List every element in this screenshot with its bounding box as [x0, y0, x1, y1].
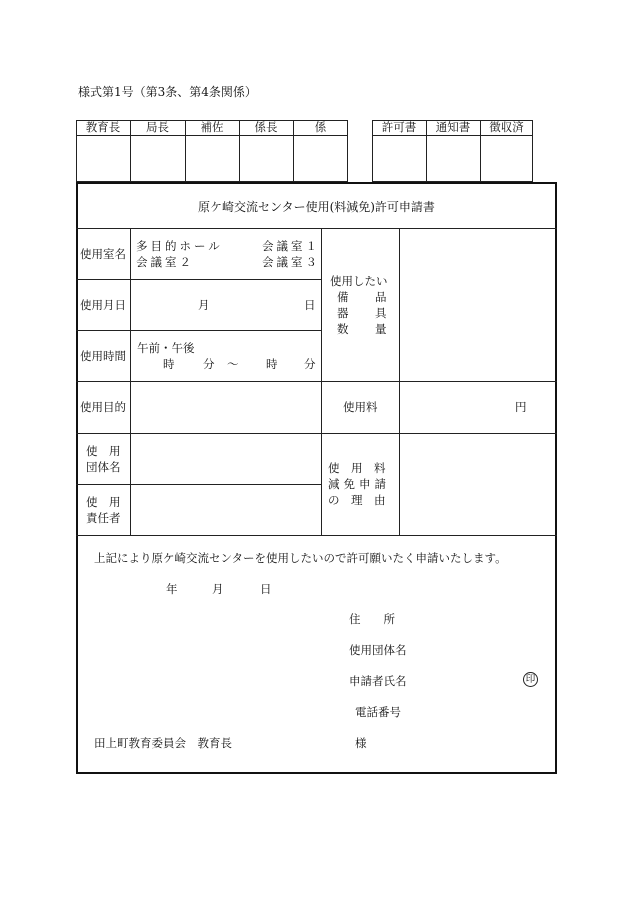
recipient: 田上町教育委員会 教育長 — [94, 736, 232, 750]
date-day: 日 — [304, 298, 316, 312]
approval-label-collected: 徴収済 — [489, 120, 524, 134]
application-statement: 上記により原ケ崎交流センターを使用したいので許可願いたく申請いたします。 — [94, 551, 507, 565]
room-label: 使用室名 — [80, 247, 126, 261]
purpose-label: 使用目的 — [80, 400, 126, 414]
reduction-label-line1: 使 用 料 — [328, 461, 386, 475]
equipment-label-line3b: 具 — [375, 306, 387, 320]
time-range-tilde: 〜 — [227, 357, 239, 371]
date-label: 使用月日 — [80, 298, 126, 312]
equipment-label-line4a: 数 — [337, 322, 349, 336]
equipment-label-line3a: 器 — [337, 306, 349, 320]
applicant-address-label: 住 所 — [349, 612, 395, 626]
equipment-label-line2b: 品 — [375, 290, 387, 304]
applicant-name-label: 申請者氏名 — [349, 674, 407, 688]
applicant-phone-label: 電話番号 — [355, 705, 401, 719]
application-day: 日 — [260, 582, 272, 596]
applicant-group-label: 使用団体名 — [349, 643, 407, 657]
application-form — [76, 182, 557, 774]
time-hour-start: 時 — [163, 357, 175, 371]
fee-unit: 円 — [515, 400, 527, 414]
time-minute-end: 分 — [304, 357, 316, 371]
responsible-label-line2: 責任者 — [86, 511, 121, 525]
form-number: 様式第1号（第3条、第4条関係） — [78, 85, 257, 99]
approval-label-director: 局長 — [146, 120, 169, 134]
reduction-label-line3: の 理 由 — [328, 493, 386, 507]
room-option-multipurpose-hall: 多目的ホール — [136, 239, 223, 253]
room-option-meeting-room-3: 会議室３ — [262, 255, 320, 269]
fee-label: 使用料 — [343, 400, 378, 414]
time-am-pm: 午前・午後 — [137, 341, 195, 355]
room-option-meeting-room-1: 会議室１ — [262, 239, 320, 253]
form-title: 原ケ崎交流センター使用(料減免)許可申請書 — [198, 200, 435, 214]
approval-label-notice: 通知書 — [435, 120, 471, 134]
reduction-label-line2: 減免申請 — [328, 477, 390, 491]
time-label: 使用時間 — [80, 349, 126, 363]
application-month: 月 — [212, 582, 224, 596]
equipment-label-line2a: 備 — [337, 290, 349, 304]
room-option-meeting-room-2: 会議室２ — [136, 255, 194, 269]
time-minute-start: 分 — [203, 357, 215, 371]
approval-label-superintendent: 教育長 — [85, 120, 121, 134]
responsible-label-line1: 使 用 — [86, 495, 121, 509]
group-label-line2: 団体名 — [86, 460, 121, 474]
time-hour-end: 時 — [266, 357, 278, 371]
equipment-label-line1: 使用したい — [330, 274, 388, 288]
honorific: 様 — [355, 736, 367, 750]
approval-label-deputy: 補佐 — [200, 120, 224, 134]
seal-mark: 印 — [525, 674, 536, 685]
equipment-label-line4b: 量 — [375, 322, 387, 336]
approval-label-staff: 係 — [314, 120, 327, 134]
approval-label-chief: 係長 — [254, 120, 278, 134]
application-year: 年 — [166, 582, 178, 596]
seal-circle — [523, 672, 538, 687]
date-month: 月 — [198, 298, 210, 312]
approval-label-permit: 許可書 — [381, 120, 417, 134]
group-label-line1: 使 用 — [86, 444, 121, 458]
